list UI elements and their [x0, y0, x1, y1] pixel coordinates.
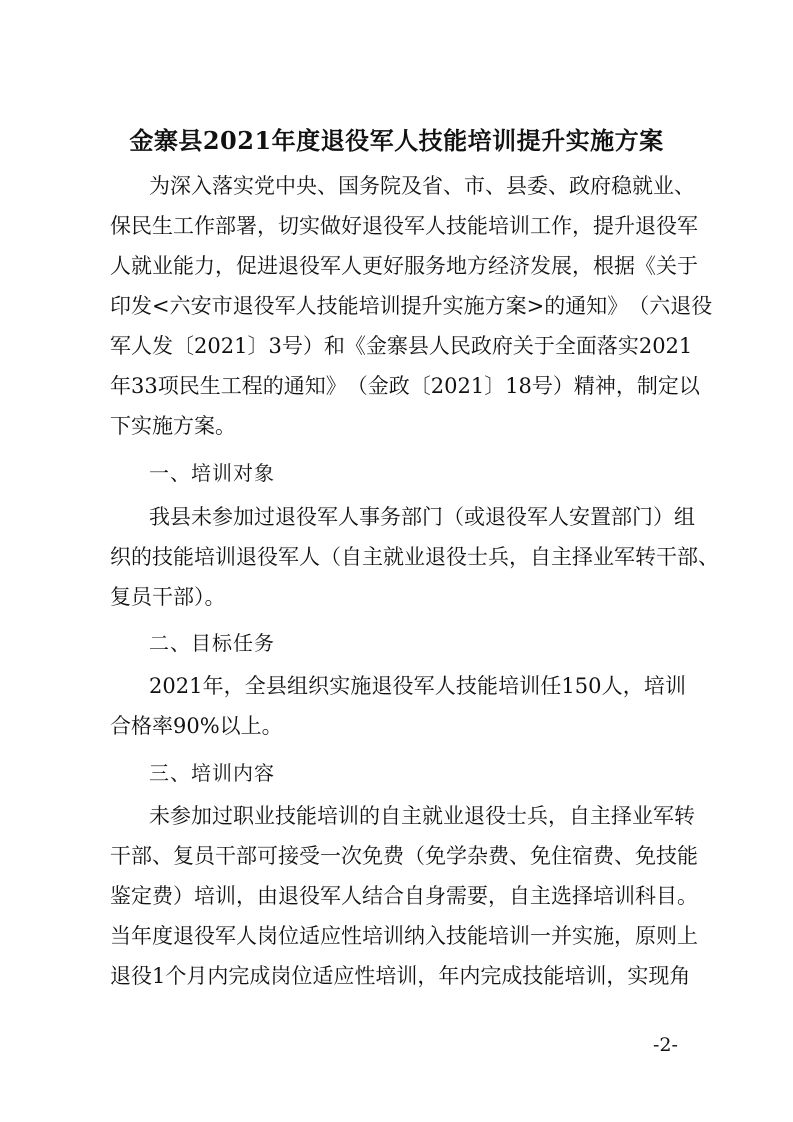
paragraph-line: 印 发 < 六 安 市 退 役 军 人 技 能 培 训 提 升 实 施 方 案 > 的 通 知 》 （ 六 退 役 — [110, 294, 713, 318]
section-heading: 三、培训内容 — [149, 761, 275, 785]
paragraph-line: 下实施方案。 — [110, 414, 236, 438]
paragraph-line: 为 深 入 落 实 党 中 央 、 国 务 院 及 省 、 市 、 县 委 、 政 府 稳 就 业 、 — [149, 174, 695, 198]
paragraph-line: 合格率90%以上。 — [110, 714, 283, 738]
document-title: 金寨县2021年度退役军人技能培训提升实施方案 — [129, 126, 664, 155]
paragraph-line: 当 年 度 退 役 军 人 岗 位 适 应 性 培 训 纳 入 技 能 培 训 一 并 实 施 ， 原 则 上 — [110, 924, 698, 948]
paragraph-line: 保 民 生 工 作 部 署 ， 切 实 做 好 退 役 军 人 技 能 培 训 工 作 ， 提 升 退 役 军 — [110, 214, 698, 238]
paragraph-line: 复员干部）。 — [110, 585, 226, 609]
section-heading: 一、培训对象 — [149, 461, 275, 485]
paragraph-line: 人 就 业 能 力 ， 促 进 退 役 军 人 更 好 服 务 地 方 经 济 发 展 ， 根 据 《 关 于 — [110, 254, 698, 278]
section-heading: 二、目标任务 — [149, 631, 275, 655]
paragraph-line: 2021 年 ， 全 县 组 织 实 施 退 役 军 人 技 能 培 训 任 150 人 ， 培 训 — [149, 674, 686, 698]
paragraph-line: 织 的 技 能 培 训 退 役 军 人 （ 自 主 就 业 退 役 士 兵 ， 自 主 择 业 军 转 干 部 、 — [110, 545, 719, 569]
paragraph-line: 未 参 加 过 职 业 技 能 培 训 的 自 主 就 业 退 役 士 兵 ， 自 主 择 业 军 转 — [149, 804, 695, 828]
paragraph-line: 干 部 、 复 员 干 部 可 接 受 一 次 免 费 （ 免 学 杂 费 、 免 住 宿 费 、 免 技 能 — [110, 844, 698, 868]
paragraph-line: 年 33 项 民 生 工 程 的 通 知 》 （ 金 政 〔 2021 〕 18 号 ） 精 神 ， 制 定 以 — [110, 374, 700, 398]
paragraph-line: 鉴 定 费 ） 培 训 ， 由 退 役 军 人 结 合 自 身 需 要 ， 自 主 选 择 培 训 科 目 。 — [110, 884, 698, 908]
paragraph-line: 退 役 1 个 月 内 完 成 岗 位 适 应 性 培 训 ， 年 内 完 成 技 能 培 训 ， 实 现 角 — [110, 964, 691, 988]
paragraph-line: 我 县 未 参 加 过 退 役 军 人 事 务 部 门 （ 或 退 役 军 人 安 置 部 门 ） 组 — [149, 505, 695, 529]
paragraph-line: 军 人 发 〔 2021 〕 3 号 ） 和 《 金 寨 县 人 民 政 府 关 于 全 面 落 实 2021 — [110, 334, 693, 358]
page-number: -2- — [653, 1034, 678, 1056]
